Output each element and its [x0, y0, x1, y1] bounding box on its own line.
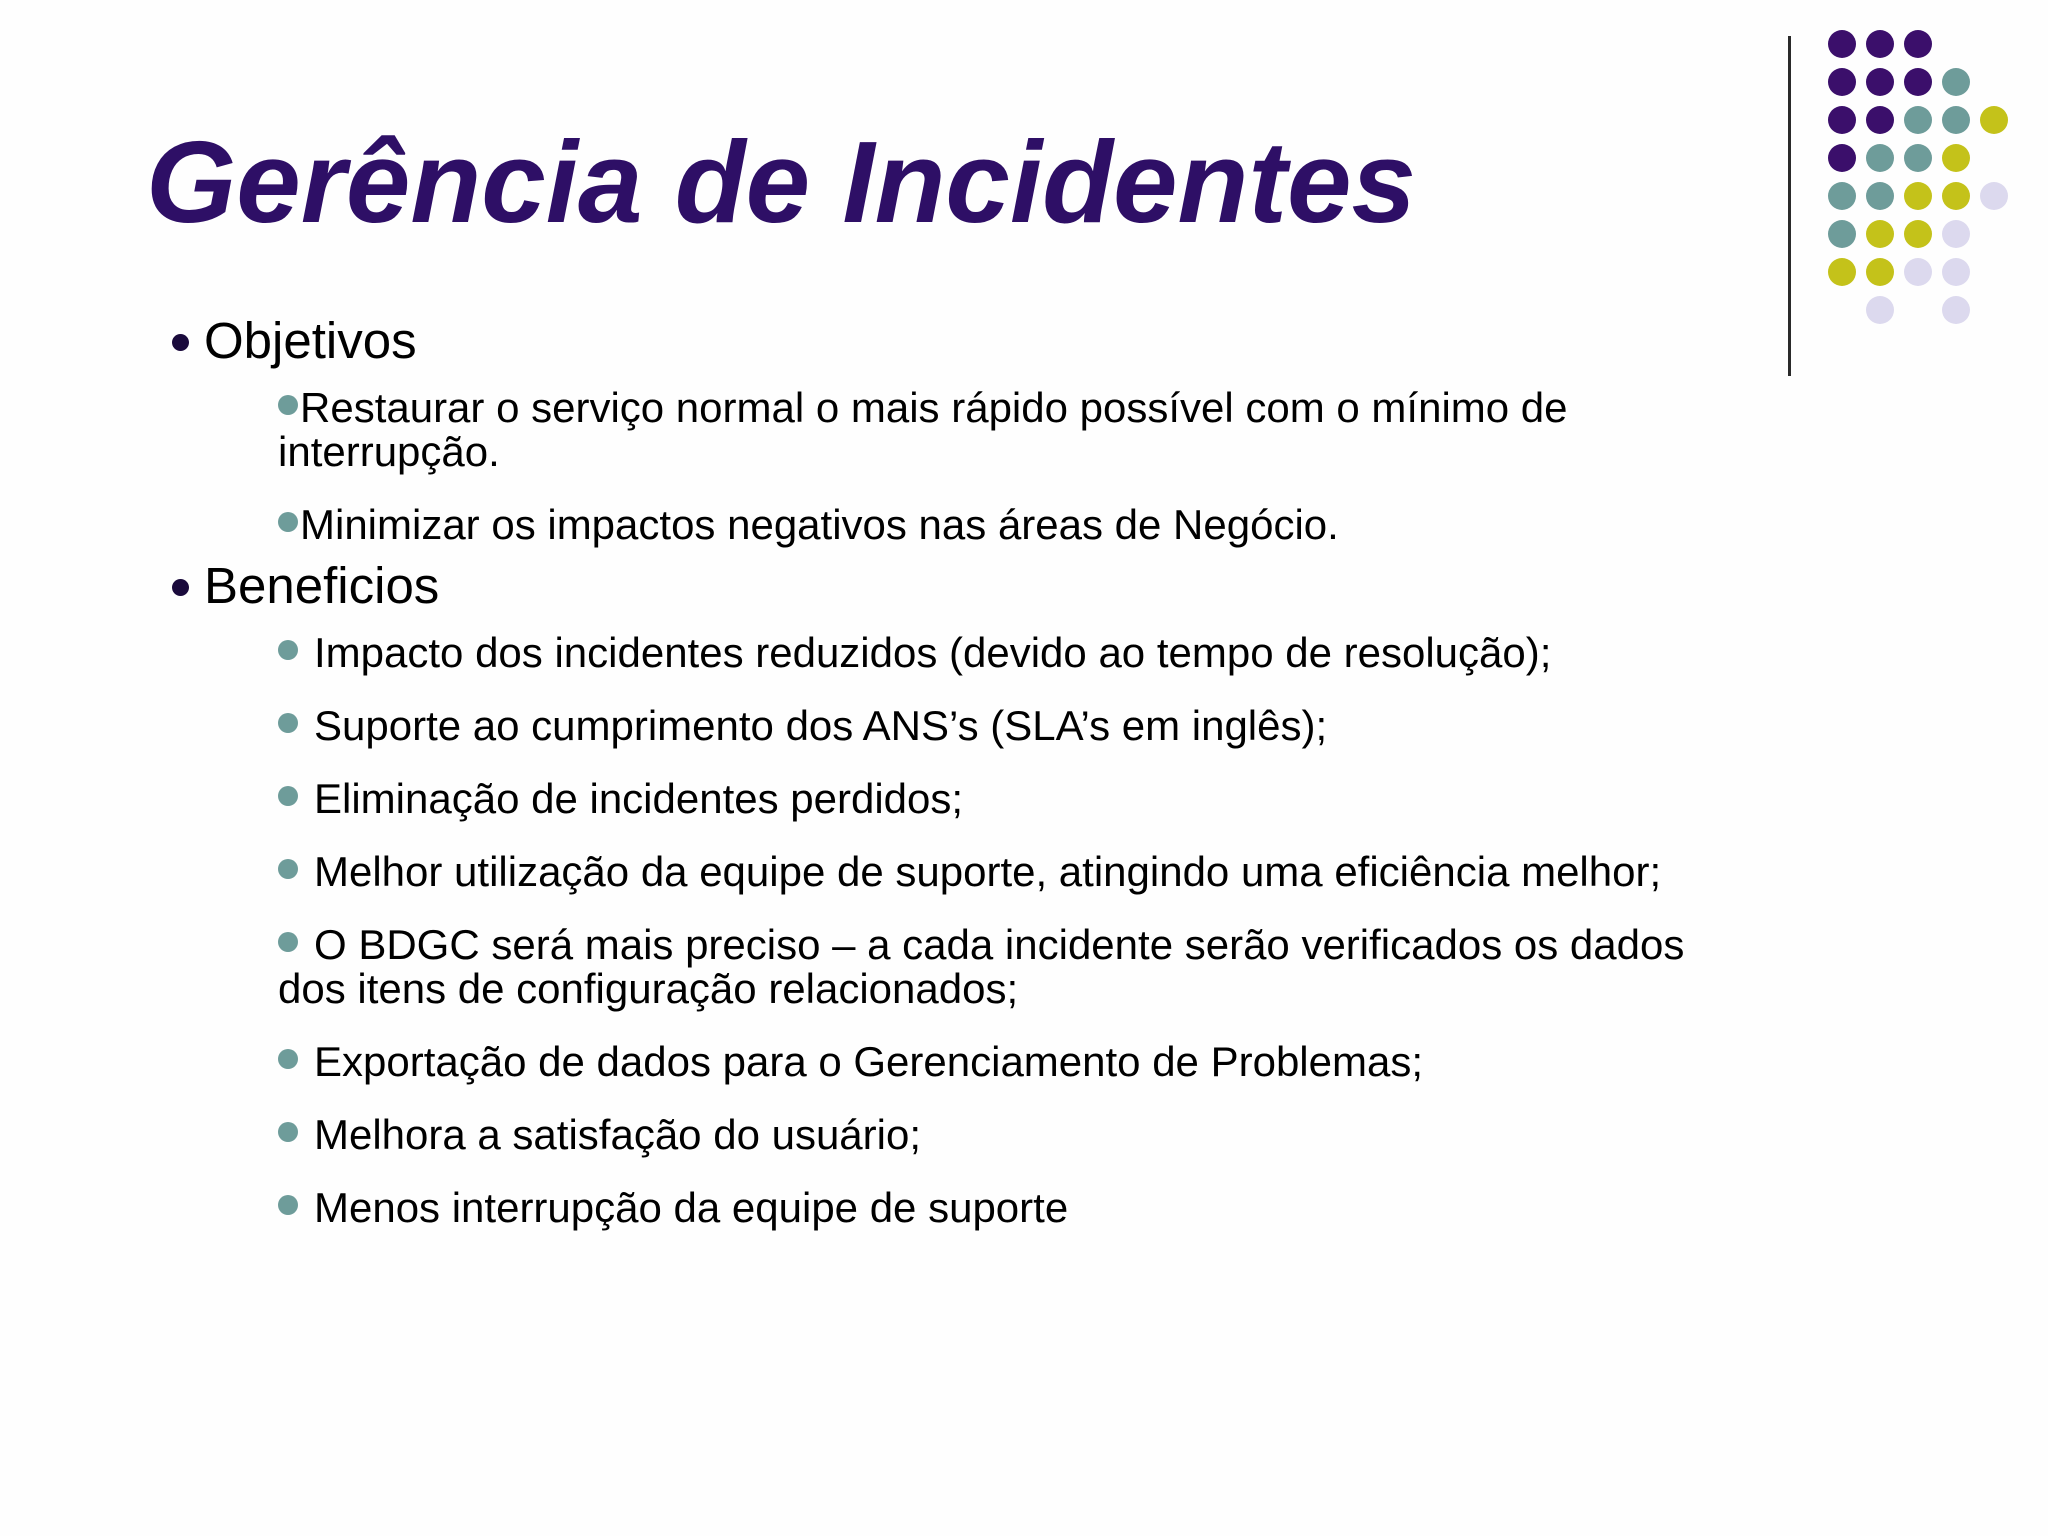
- decorative-dot: [1904, 106, 1932, 134]
- list-item: Suporte ao cumprimento dos ANS’s (SLA’s em inglês);: [278, 704, 1758, 748]
- slide-content: [172, 310, 1752, 1259]
- bullet-icon: [278, 1195, 298, 1215]
- list-item: Exportação de dados para o Gerenciamento de Problemas;: [278, 1040, 1758, 1084]
- bullet-icon: [278, 395, 298, 415]
- decorative-dot: [1904, 258, 1932, 286]
- bullet-icon: [172, 579, 189, 596]
- decorative-dot: [1828, 182, 1856, 210]
- decorative-dot: [1866, 30, 1894, 58]
- bullet-icon: [278, 713, 298, 733]
- decorative-dot: [1866, 296, 1894, 324]
- decorative-dot: [1828, 30, 1856, 58]
- decorative-dot: [1904, 182, 1932, 210]
- decorative-dot: [1866, 182, 1894, 210]
- decorative-dot: [1904, 220, 1932, 248]
- decorative-dot: [1980, 182, 2008, 210]
- decorative-dot: [1866, 144, 1894, 172]
- list-item: O BDGC será mais preciso – a cada incidente serão verificados os dados dos itens de configuração relacionados;: [278, 921, 1685, 1012]
- bullet-icon: [278, 640, 298, 660]
- decorative-dot: [1866, 258, 1894, 286]
- decorative-dot: [1904, 68, 1932, 96]
- section-heading-objetivos: Objetivos: [172, 310, 1752, 372]
- decorative-dot: [1942, 144, 1970, 172]
- bullet-icon: [278, 859, 298, 879]
- decorative-dot: [1866, 68, 1894, 96]
- list-item: Restaurar o serviço normal o mais rápido possível com o mínimo de interrupção.: [278, 384, 1568, 475]
- decorative-dot: [1942, 68, 1970, 96]
- decorative-dot: [1942, 220, 1970, 248]
- decorative-dot: [1866, 220, 1894, 248]
- list-item: Melhor utilização da equipe de suporte, atingindo uma eficiência melhor;: [278, 850, 1758, 894]
- decorative-dot: [1828, 258, 1856, 286]
- decorative-dot: [1828, 220, 1856, 248]
- bullet-icon: [278, 786, 298, 806]
- list-item: Minimizar os impactos negativos nas áreas de Negócio.: [278, 503, 1758, 547]
- decorative-dot: [1828, 106, 1856, 134]
- list-item: Impacto dos incidentes reduzidos (devido ao tempo de resolução);: [278, 631, 1758, 675]
- decorative-dot-grid: [1828, 30, 2028, 340]
- decorative-dot: [1904, 144, 1932, 172]
- decorative-dot: [1942, 296, 1970, 324]
- decorative-dot: [1980, 106, 2008, 134]
- slide-title: Gerência de Incidentes: [146, 117, 1417, 247]
- bullet-icon: [278, 932, 298, 952]
- bullet-icon: [278, 1049, 298, 1069]
- decorative-dot: [1828, 68, 1856, 96]
- bullet-icon: [278, 1122, 298, 1142]
- decorative-dot: [1828, 144, 1856, 172]
- section-heading-beneficios: Beneficios: [172, 555, 1752, 617]
- decorative-dot: [1942, 258, 1970, 286]
- list-item: Eliminação de incidentes perdidos;: [278, 777, 1758, 821]
- bullet-icon: [278, 512, 298, 532]
- decorative-dot: [1942, 106, 1970, 134]
- decorative-dot: [1866, 106, 1894, 134]
- decorative-dot: [1942, 182, 1970, 210]
- list-item: Menos interrupção da equipe de suporte: [278, 1186, 1758, 1230]
- vertical-divider: [1788, 36, 1791, 376]
- bullet-icon: [172, 334, 189, 351]
- list-item: Melhora a satisfação do usuário;: [278, 1113, 1758, 1157]
- decorative-dot: [1904, 30, 1932, 58]
